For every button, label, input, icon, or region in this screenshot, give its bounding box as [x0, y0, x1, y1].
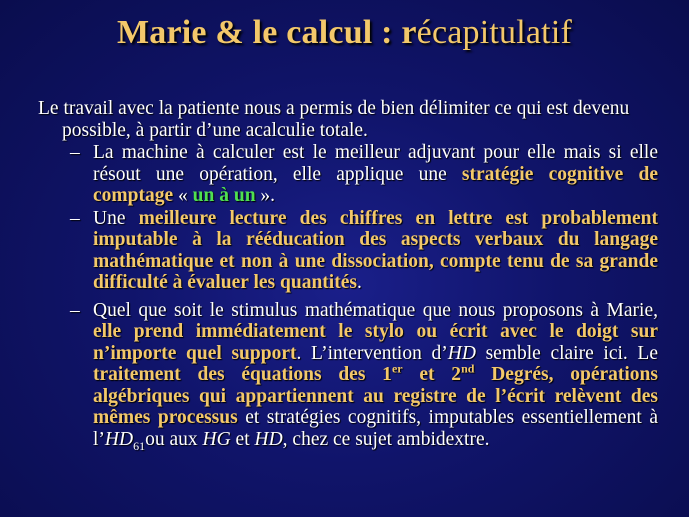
slide-title-part2: écapitulatif — [416, 14, 572, 51]
bullet3-italic-hd2: HD — [104, 428, 134, 450]
bullet1-text3: ». — [255, 185, 276, 206]
bullet1-highlight: stratégie cognitive de comptage — [93, 163, 658, 206]
bullet3-italic-hd: HD — [447, 342, 476, 364]
slide-title — [0, 14, 689, 52]
slide-title-part1: Marie & le calcul : r — [116, 14, 417, 51]
bullet1-text1: La machine à calculer est le meilleur adjuvant pour elle mais si elle résout une opération, elle applique une — [93, 142, 658, 185]
bullet-dash: – — [70, 142, 80, 163]
bullet3-text4: et stratégies cognitifs, imputables essentiellement à l’ — [93, 407, 658, 450]
bullet-stimulus — [38, 300, 658, 451]
bullet3-text6: et — [230, 428, 255, 450]
bullet3-text3: semble claire ici. Le — [475, 342, 658, 364]
bullet1-green-highlight: un à un — [192, 185, 256, 206]
bullet3-italic-hd3: HD — [254, 428, 283, 450]
bullet3-sup-er: er — [391, 361, 403, 376]
bullet3-highlight3: et 2 — [402, 364, 462, 385]
bullet3-highlight2: traitement des équations des 1 — [93, 364, 392, 385]
bullet3-italic-hg: HG — [202, 428, 231, 450]
bullet2-text1: Une — [93, 207, 139, 229]
bullet-dash: – — [70, 299, 80, 321]
bullet-reading — [38, 208, 658, 294]
bullet3-sup-nd: nd — [461, 361, 475, 376]
bullet3-highlight4: Degrés, opérations algébriques qui appartiennent au registre de l’écrit relèvent des mêmes processus — [93, 364, 658, 428]
slide-body — [38, 98, 658, 453]
bullet2-text2: . — [356, 272, 362, 293]
bullet-dash: – — [70, 207, 80, 229]
slide-page-number: 61 — [133, 438, 146, 453]
bullet1-text2: « — [173, 185, 193, 206]
bullet3-text5: ou aux — [145, 428, 203, 450]
intro-paragraph: Le travail avec la patiente nous a permis de bien délimiter ce qui est devenu possible, à partir d’une acalculie totale. — [38, 98, 630, 141]
bullet3-text7: , chez ce sujet ambidextre. — [282, 428, 490, 450]
bullet2-highlight: meilleure lecture des chiffres en lettre est probablement imputable à la rééducation des aspects verbaux du langage mathématique et non à une dissociation, compte tenu de sa grande difficulté à évaluer les quantités — [93, 207, 658, 293]
bullet-calculator — [38, 142, 658, 207]
bullet3-highlight1: elle prend immédiatement le stylo ou écrit avec le doigt sur n’importe quel support — [93, 321, 658, 364]
bullet3-text1: Quel que soit le stimulus mathématique que nous proposons à Marie, — [93, 299, 658, 321]
bullet3-text2: . L’intervention d’ — [296, 342, 448, 364]
